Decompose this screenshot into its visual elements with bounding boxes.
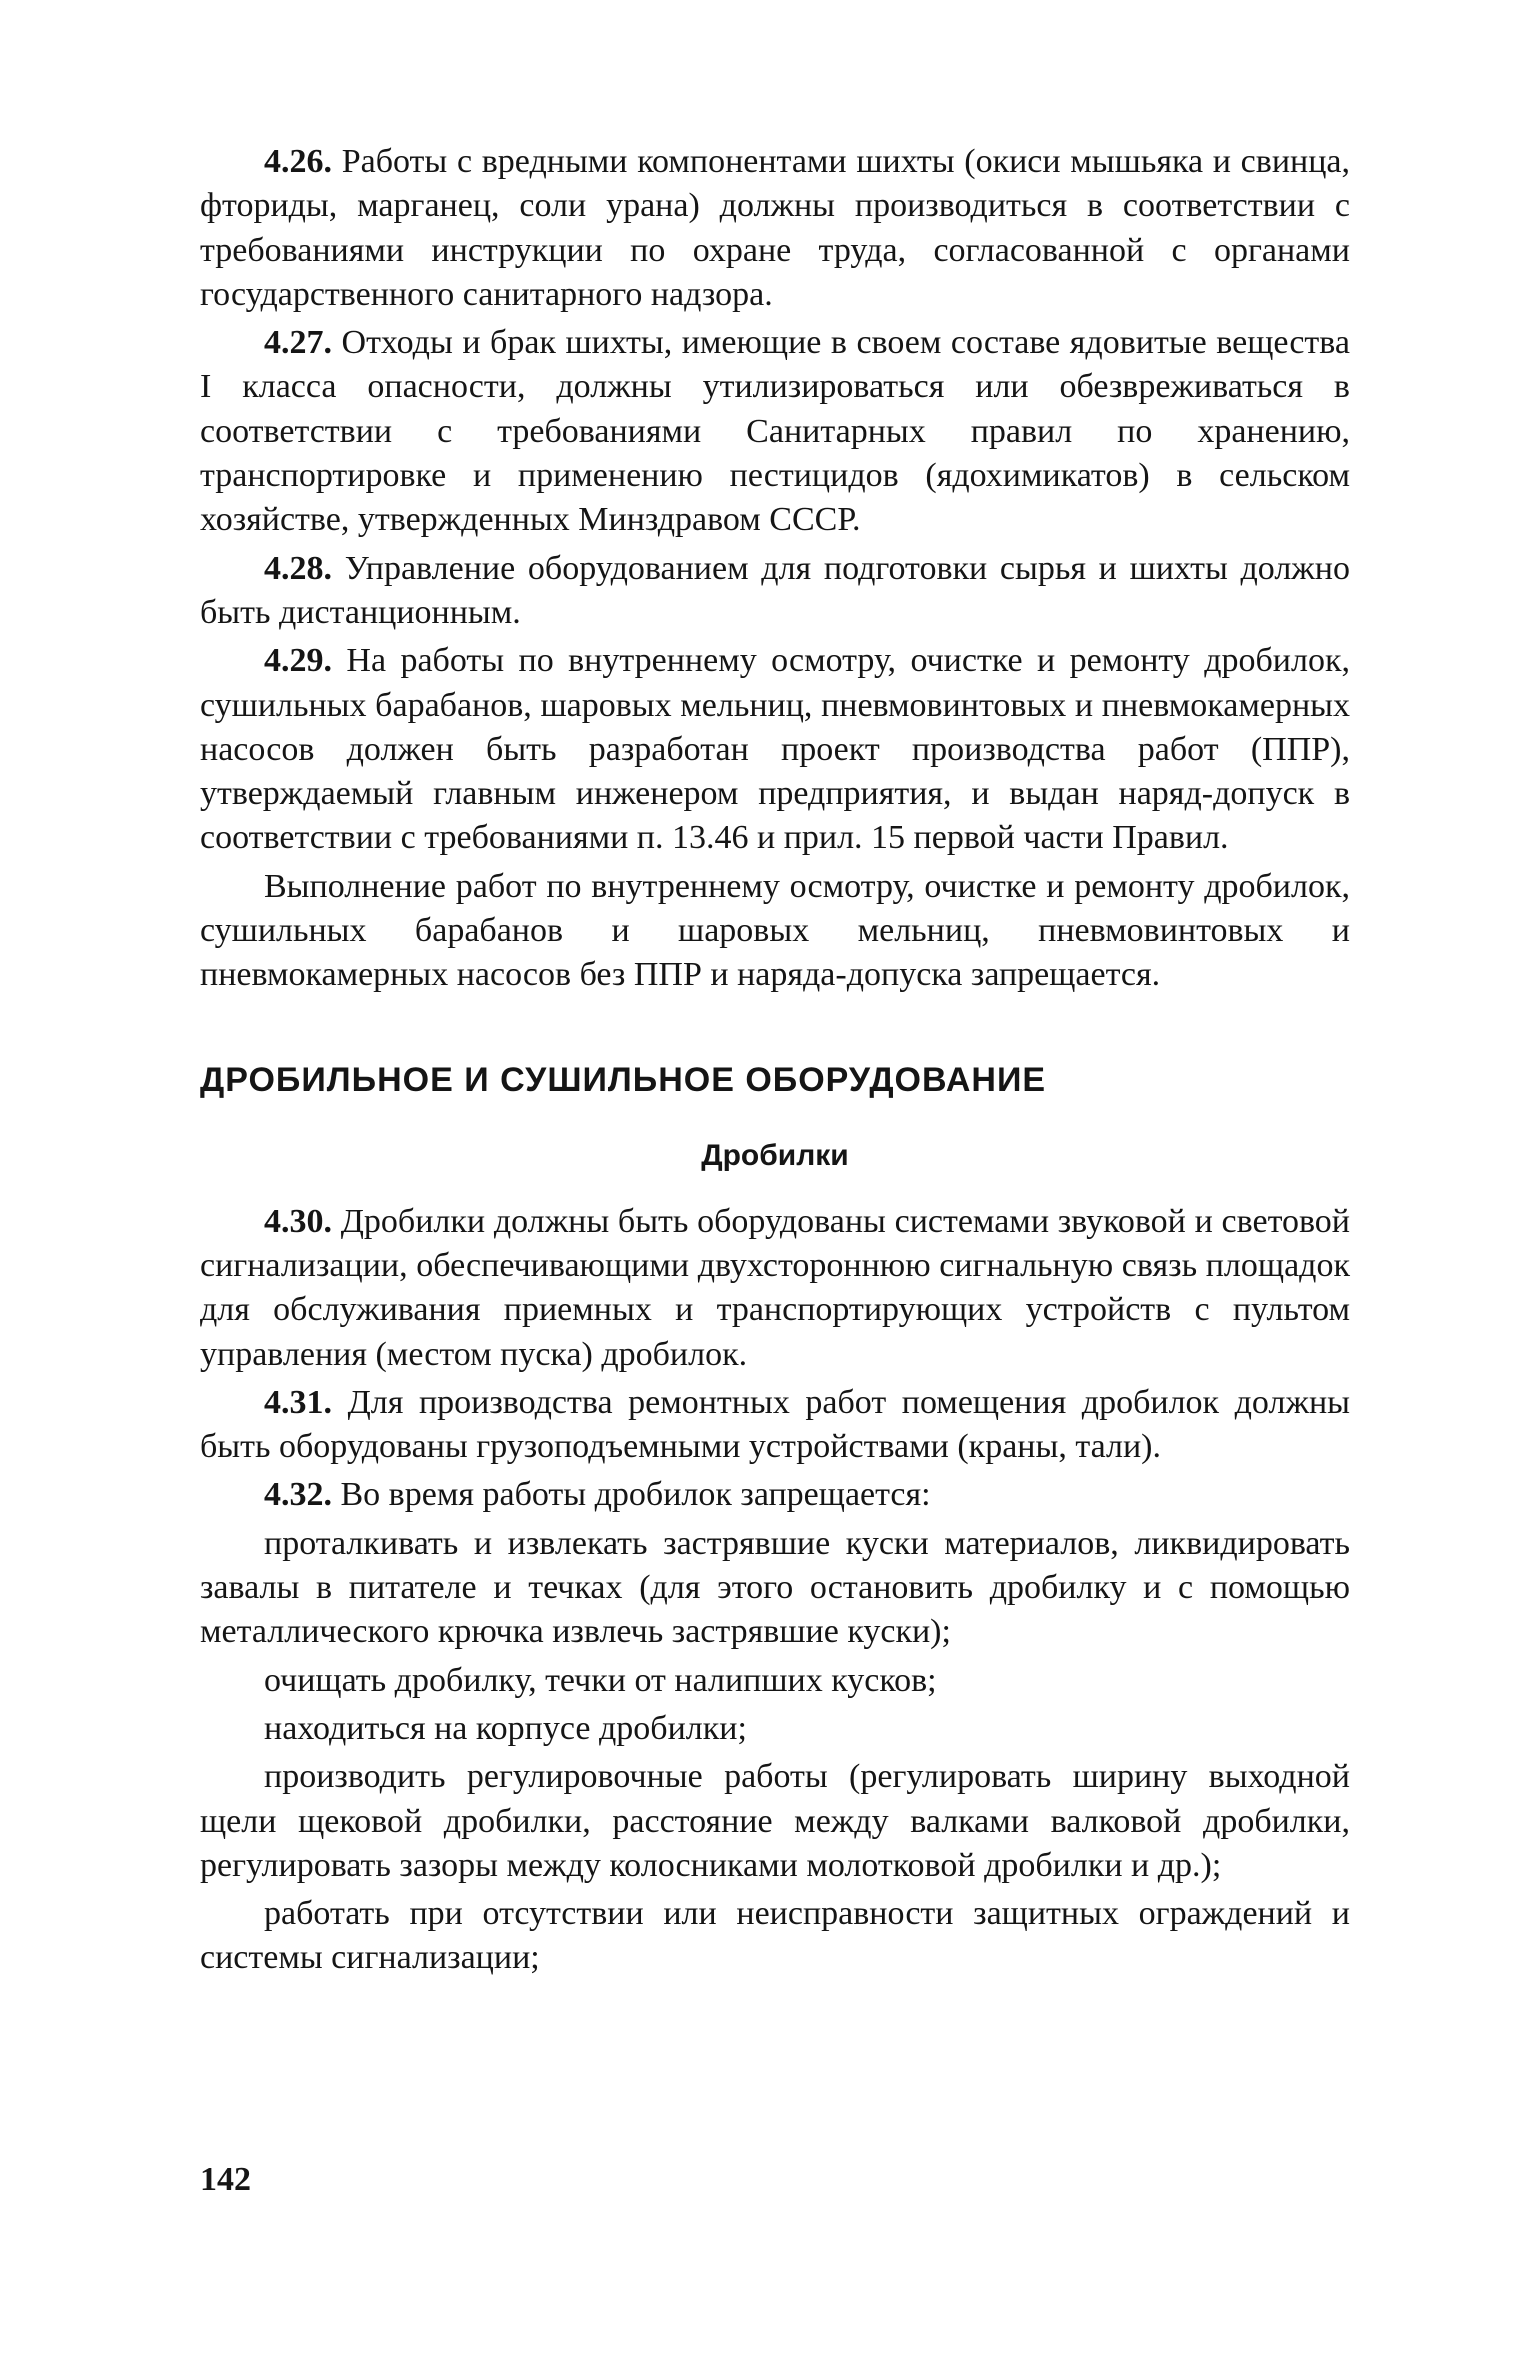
paragraph-4-28	[200, 547, 1350, 636]
clause-text: Во время работы дробилок запрещается:	[332, 1476, 931, 1514]
list-item-text: производить регулировочные работы (регулировать ширину выходной щели щековой дробилки, расстояние между валками валковой дробилки, регулировать зазоры между колосниками молотковой дробилки и др.);	[200, 1758, 1350, 1884]
paragraph-4-30	[200, 1200, 1350, 1377]
paragraph-4-26	[200, 140, 1350, 317]
paragraph-4-27	[200, 321, 1350, 542]
list-item-text: работать при отсутствии или неисправности защитных ограждений и системы сигнализации;	[200, 1895, 1350, 1977]
section-heading: ДРОБИЛЬНОЕ И СУШИЛЬНОЕ ОБОРУДОВАНИЕ	[200, 1060, 1047, 1099]
clause-text: Работы с вредными компонентами шихты (окиси мышьяка и свинца, фториды, марганец, соли урана) должны производиться в соответствии с требованиями инструкции по охране труда, согласованной с органами государственного санитарного надзора.	[200, 143, 1350, 313]
clause-number: 4.31.	[264, 1383, 332, 1421]
clause-text: Управление оборудованием для подготовки сырья и шихты должно быть дистанционным.	[200, 549, 1350, 631]
clause-number: 4.30.	[264, 1202, 332, 1240]
clause-number: 4.29.	[264, 642, 332, 680]
list-item-text: находиться на корпусе дробилки;	[264, 1709, 747, 1747]
clause-text: Отходы и брак шихты, имеющие в своем составе ядовитые вещества I класса опасности, должны утилизироваться или обезвреживаться в соответствии с требованиями Санитарных правил по хранению, транспортировке и применению пестицидов (ядохимикатов) в сельском хозяйстве, утвержденных Минздравом СССР.	[200, 324, 1350, 539]
clause-text: На работы по внутреннему осмотру, очистке и ремонту дробилок, сушильных барабанов, шаровых мельниц, пневмовинтовых и пневмокамерных насосов должен быть разработан проект производства работ (ППР), утверждаемый главным инженером предприятия, и выдан наряд-допуск в соответствии с требованиями п. 13.46 и прил. 15 первой части Правил.	[200, 642, 1350, 857]
bottom-section	[200, 1200, 1350, 1981]
paragraph-4-29	[200, 639, 1350, 860]
list-item-text: очищать дробилку, течки от налипших кусков;	[264, 1661, 937, 1699]
document-page	[200, 140, 1350, 1985]
list-item	[200, 1707, 1350, 1751]
clause-number: 4.28.	[264, 549, 332, 587]
paragraph-4-31	[200, 1381, 1350, 1470]
clause-text: Дробилки должны быть оборудованы системами звуковой и световой сигнализации, обеспечивающими двухстороннюю сигнальную связь площадок для обслуживания приемных и транспортирующих устройств с пультом управления (местом пуска) дробилок.	[200, 1202, 1350, 1373]
paragraph-4-29-continuation	[200, 865, 1350, 998]
paragraph-4-32	[200, 1473, 1350, 1517]
clause-text: Выполнение работ по внутреннему осмотру, очистке и ремонту дробилок, сушильных барабанов и шаровых мельниц, пневмовинтовых и пневмокамерных насосов без ППР и наряда-допуска запрещается.	[200, 867, 1350, 994]
clause-text: Для производства ремонтных работ помещения дробилок должны быть оборудованы грузоподъемными устройствами (краны, тали).	[200, 1383, 1350, 1466]
list-item	[200, 1892, 1350, 1981]
clause-number: 4.32.	[264, 1476, 332, 1514]
list-item-text: проталкивать и извлекать застрявшие куски материалов, ликвидировать завалы в питателе и течках (для этого остановить дробилку и с помощью металлического крючка извлечь застрявшие куски);	[200, 1524, 1350, 1651]
list-item	[200, 1659, 1350, 1703]
clause-number: 4.26.	[264, 143, 332, 180]
list-item	[200, 1755, 1350, 1888]
clause-number: 4.27.	[264, 324, 332, 362]
page-number: 142	[200, 2161, 251, 2198]
top-section	[200, 140, 1350, 998]
list-item	[200, 1522, 1350, 1655]
sub-heading: Дробилки	[701, 1138, 849, 1172]
